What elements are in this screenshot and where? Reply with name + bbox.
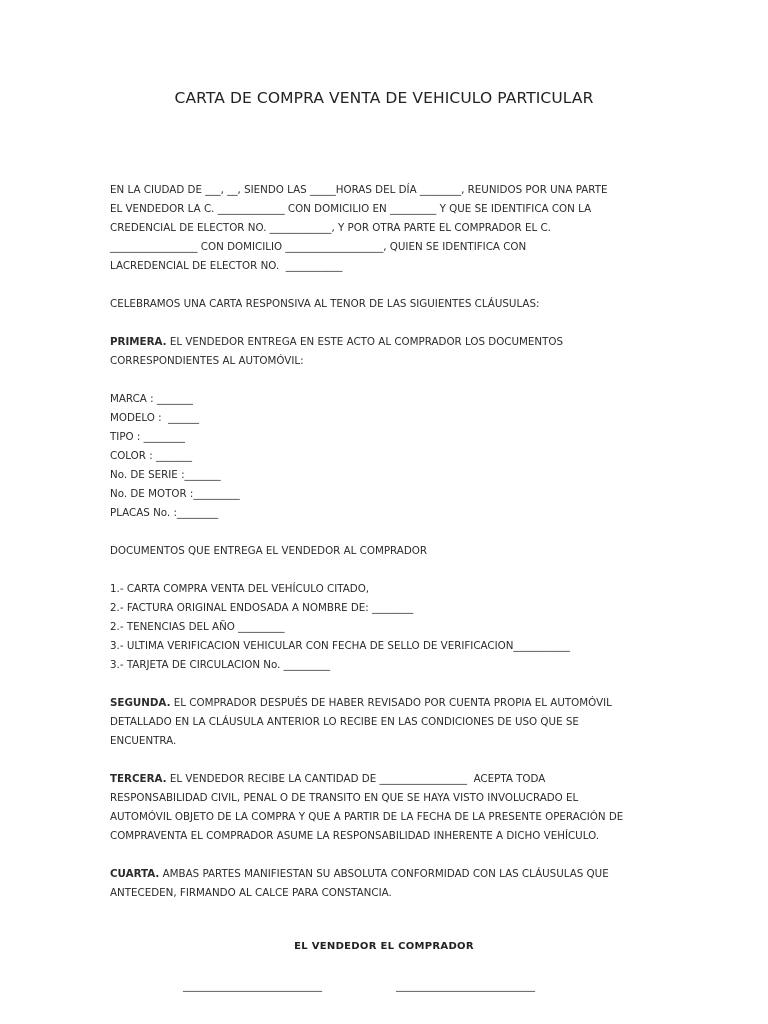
vehicle-field: No. DE MOTOR :_________: [110, 488, 240, 500]
documentos-heading: DOCUMENTOS QUE ENTREGA EL VENDEDOR AL COMPRADOR: [110, 545, 428, 557]
intro-line: _________________ CON DOMICILIO ___________________, QUIEN SE IDENTIFICA CON: [110, 241, 527, 253]
intro-line: CREDENCIAL DE ELECTOR NO. ____________, Y POR OTRA PARTE EL COMPRADOR EL C.: [110, 222, 551, 234]
clause-label: PRIMERA.: [110, 336, 167, 348]
intro-line: EN LA CIUDAD DE ___, __, SIENDO LAS _____HORAS DEL DÍA ________, REUNIDOS POR UNA PARTE: [110, 184, 608, 196]
vehicle-field: PLACAS No. :________: [110, 507, 219, 519]
primera-line: CORRESPONDIENTES AL AUTOMÓVIL:: [110, 355, 304, 367]
cuarta-line: ANTECEDEN, FIRMANDO AL CALCE PARA CONSTANCIA.: [110, 887, 392, 899]
segunda-line: SEGUNDA. EL COMPRADOR DESPUÉS DE HABER REVISADO POR CUENTA PROPIA EL AUTOMÓVIL: [110, 697, 612, 709]
intro-line: LACREDENCIAL DE ELECTOR NO. ___________: [110, 260, 343, 272]
documento-item: 3.- ULTIMA VERIFICACION VEHICULAR CON FECHA DE SELLO DE VERIFICACION___________: [110, 640, 571, 652]
document-title: CARTA DE COMPRA VENTA DE VEHICULO PARTICULAR: [174, 89, 594, 107]
celebramos-line: CELEBRAMOS UNA CARTA RESPONSIVA AL TENOR DE LAS SIGUIENTES CLÁUSULAS:: [110, 298, 540, 310]
documento-item: 1.- CARTA COMPRA VENTA DEL VEHÍCULO CITADO,: [110, 583, 370, 595]
buyer-signature-line: ___________________________: [396, 980, 536, 992]
tercera-line: RESPONSABILIDAD CIVIL, PENAL O DE TRANSITO EN QUE SE HAYA VISTO INVOLUCRADO EL: [110, 792, 579, 804]
documento-item: 2.- FACTURA ORIGINAL ENDOSADA A NOMBRE DE: ________: [110, 602, 414, 614]
primera-line: PRIMERA. EL VENDEDOR ENTREGA EN ESTE ACTO AL COMPRADOR LOS DOCUMENTOS: [110, 336, 564, 348]
vehicle-field: MARCA : _______: [110, 393, 193, 405]
cuarta-line: CUARTA. AMBAS PARTES MANIFIESTAN SU ABSOLUTA CONFORMIDAD CON LAS CLÁUSULAS QUE: [110, 868, 609, 880]
intro-line: EL VENDEDOR LA C. _____________ CON DOMICILIO EN _________ Y QUE SE IDENTIFICA CON LA: [110, 203, 592, 215]
vehicle-field: No. DE SERIE :_______: [110, 469, 221, 481]
tercera-line: TERCERA. EL VENDEDOR RECIBE LA CANTIDAD DE _________________ ACEPTA TODA: [110, 773, 546, 785]
documento-item: 2.- TENENCIAS DEL AÑO _________: [110, 621, 285, 633]
vehicle-field: COLOR : _______: [110, 450, 192, 462]
clause-label: SEGUNDA.: [110, 697, 171, 709]
signature-heading: EL VENDEDOR EL COMPRADOR: [294, 941, 474, 952]
clause-label: TERCERA.: [110, 773, 167, 785]
vehicle-field: MODELO : ______: [110, 412, 200, 424]
documento-item: 3.- TARJETA DE CIRCULACION No. _________: [110, 659, 330, 671]
seller-signature-line: ___________________________: [183, 980, 323, 992]
clause-label: CUARTA.: [110, 868, 160, 880]
document-body: [110, 181, 750, 903]
tercera-line: COMPRAVENTA EL COMPRADOR ASUME LA RESPONSABILIDAD INHERENTE A DICHO VEHÍCULO.: [110, 830, 600, 842]
segunda-line: DETALLADO EN LA CLÁUSULA ANTERIOR LO RECIBE EN LAS CONDICIONES DE USO QUE SE: [110, 716, 579, 728]
tercera-line: AUTOMÓVIL OBJETO DE LA COMPRA Y QUE A PARTIR DE LA FECHA DE LA PRESENTE OPERACIÓN DE: [110, 811, 624, 823]
vehicle-field: TIPO : ________: [110, 431, 185, 443]
segunda-line: ENCUENTRA.: [110, 735, 177, 747]
